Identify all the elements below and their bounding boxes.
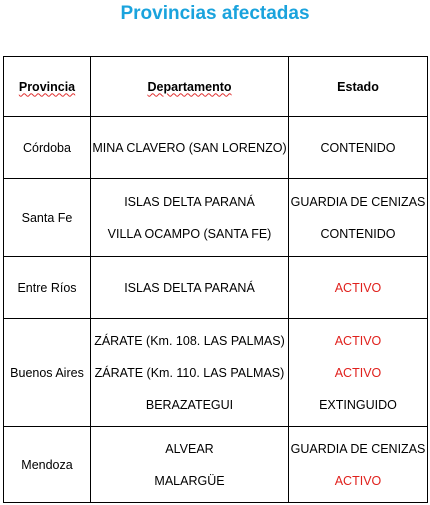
cell-provincia: Entre Ríos bbox=[4, 257, 91, 319]
cell-estado bbox=[289, 257, 428, 319]
estado-line: GUARDIA DE CENIZAS bbox=[290, 194, 426, 209]
cell-departamento bbox=[91, 427, 289, 503]
cell-departamento bbox=[91, 117, 289, 179]
departamento-line: ISLAS DELTA PARANÁ bbox=[124, 194, 255, 209]
header-estado-label: Estado bbox=[337, 79, 379, 94]
departamento-line: VILLA OCAMPO (SANTA FE) bbox=[107, 226, 272, 241]
table-row bbox=[4, 319, 428, 427]
table-row bbox=[4, 179, 428, 257]
cell-estado bbox=[289, 179, 428, 257]
cell-estado bbox=[289, 427, 428, 503]
departamento-line: ISLAS DELTA PARANÁ bbox=[124, 280, 255, 295]
cell-estado bbox=[289, 117, 428, 179]
cell-provincia: Santa Fe bbox=[4, 179, 91, 257]
table-header-row bbox=[4, 57, 428, 117]
estado-line: GUARDIA DE CENIZAS bbox=[290, 441, 426, 456]
estado-line-active: ACTIVO bbox=[334, 333, 382, 348]
estado-line: CONTENIDO bbox=[320, 140, 396, 155]
header-provincia-label: Provincia bbox=[18, 79, 76, 94]
cell-provincia: Córdoba bbox=[4, 117, 91, 179]
departamento-line: MALARGÜE bbox=[154, 473, 225, 488]
header-provincia bbox=[4, 57, 91, 117]
cell-provincia: Mendoza bbox=[4, 427, 91, 503]
departamento-line: MINA CLAVERO (SAN LORENZO) bbox=[92, 140, 287, 155]
departamento-line: ZÁRATE (Km. 108. LAS PALMAS) bbox=[94, 333, 285, 348]
estado-line: EXTINGUIDO bbox=[319, 397, 397, 412]
cell-estado bbox=[289, 319, 428, 427]
header-estado bbox=[289, 57, 428, 117]
estado-line: CONTENIDO bbox=[320, 226, 396, 241]
header-departamento bbox=[91, 57, 289, 117]
estado-line-active: ACTIVO bbox=[334, 473, 382, 488]
departamento-line: ALVEAR bbox=[165, 441, 214, 456]
table-row bbox=[4, 117, 428, 179]
page-title: Provincias afectadas bbox=[120, 3, 310, 24]
estado-line-active: ACTIVO bbox=[334, 365, 382, 380]
departamento-line: ZÁRATE (Km. 110. LAS PALMAS) bbox=[94, 365, 285, 380]
cell-departamento bbox=[91, 319, 289, 427]
cell-departamento bbox=[91, 257, 289, 319]
header-departamento-label: Departamento bbox=[147, 79, 232, 94]
cell-provincia: Buenos Aires bbox=[4, 319, 91, 427]
table-row bbox=[4, 427, 428, 503]
cell-departamento bbox=[91, 179, 289, 257]
affected-provinces-table bbox=[3, 56, 428, 503]
estado-line-active: ACTIVO bbox=[334, 280, 382, 295]
departamento-line: BERAZATEGUI bbox=[145, 397, 234, 412]
table-row bbox=[4, 257, 428, 319]
